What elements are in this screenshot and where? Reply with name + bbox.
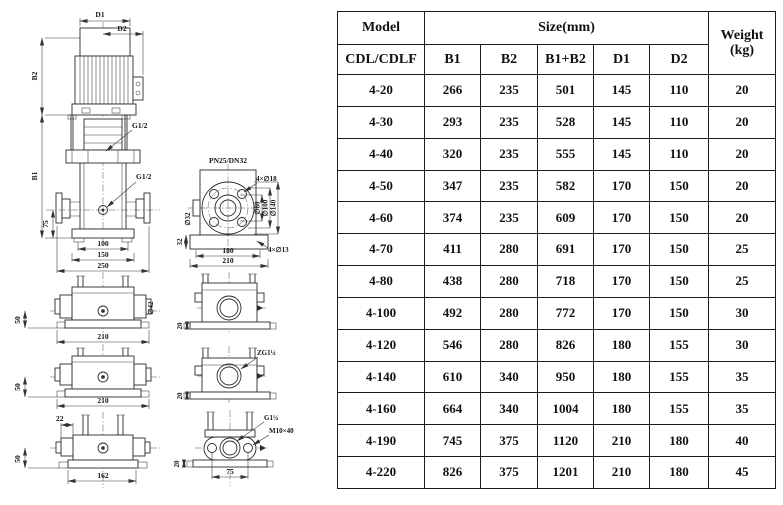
table-cell: 691 (538, 234, 594, 266)
d60-text: ∅60 (253, 201, 262, 215)
table-cell: 235 (481, 202, 538, 234)
table-cell: 374 (425, 202, 481, 234)
table-cell: 150 (650, 297, 709, 329)
dim-32 (176, 235, 186, 249)
table-cell: 20 (709, 138, 776, 170)
base2-50-text: 50 (13, 383, 22, 391)
table-cell: 20 (709, 75, 776, 107)
table-cell: 1201 (538, 457, 594, 489)
dimension-table (337, 11, 776, 489)
table-cell: 718 (538, 266, 594, 298)
col-header-b1: B1 (425, 45, 481, 75)
g12-side-text: G1/2 (136, 172, 152, 181)
table-cell: 30 (709, 297, 776, 329)
table-cell: 180 (594, 329, 650, 361)
table-cell: 501 (538, 75, 594, 107)
table-cell: 110 (650, 75, 709, 107)
motor-base (72, 104, 136, 115)
port-view-1 (176, 272, 276, 332)
table-cell: 4-190 (338, 425, 425, 457)
b1-text: B1 (30, 171, 39, 181)
table-cell: 772 (538, 297, 594, 329)
dim-210-base1 (57, 330, 149, 344)
table-cell: 145 (594, 75, 650, 107)
table-cell: 826 (425, 457, 481, 489)
dim-50-base3 (13, 448, 59, 468)
discharge-flange (126, 193, 150, 223)
base2-210-text: 210 (97, 396, 109, 405)
base-view-3 (13, 412, 160, 488)
table-cell: 25 (709, 234, 776, 266)
g12-top-text: G1/2 (132, 121, 148, 130)
table-cell: 210 (594, 457, 650, 489)
dim-162 (68, 470, 136, 484)
table-cell: 375 (481, 457, 538, 489)
flange-20-text: 20 (173, 460, 181, 468)
table-cell: 170 (594, 266, 650, 298)
base3-22-text: 22 (56, 414, 64, 423)
d100-text: ∅100 (261, 199, 270, 217)
terminal-box (133, 77, 143, 100)
table-cell: 110 (650, 106, 709, 138)
table-cell: 150 (650, 170, 709, 202)
table-cell: 170 (594, 202, 650, 234)
bolt13-text: 4×∅13 (268, 246, 289, 254)
port-view-2 (176, 346, 276, 404)
g114-text: G1¼ (264, 414, 279, 422)
table-cell: 4-30 (338, 106, 425, 138)
label-m10x40 (253, 427, 294, 445)
table-cell: 170 (594, 234, 650, 266)
table-cell: 582 (538, 170, 594, 202)
header-weight-line1: Weight (720, 27, 764, 43)
dim-210-top (190, 256, 268, 268)
table-cell: 266 (425, 75, 481, 107)
header-size: Size(mm) (425, 12, 709, 45)
header-model-sub: CDL/CDLF (338, 45, 425, 75)
table-row (338, 170, 776, 202)
table-cell: 664 (425, 393, 481, 425)
table-cell: 235 (481, 75, 538, 107)
table-row (338, 234, 776, 266)
base-view-1 (13, 272, 160, 344)
table-cell: 20 (709, 202, 776, 234)
w250-text: 250 (97, 261, 109, 270)
zg114-text: ZG1¼ (257, 349, 276, 357)
h75-text: 75 (41, 220, 50, 228)
table-cell: 235 (481, 170, 538, 202)
table-cell: 180 (650, 457, 709, 489)
table-cell: 1120 (538, 425, 594, 457)
table-cell: 492 (425, 297, 481, 329)
table-cell: 20 (709, 170, 776, 202)
table-cell: 555 (538, 138, 594, 170)
table-cell: 145 (594, 106, 650, 138)
table-cell: 45 (709, 457, 776, 489)
table-cell: 347 (425, 170, 481, 202)
flange-75-text: 75 (226, 467, 234, 476)
bolt18-text: 4×∅18 (256, 175, 277, 183)
table-cell: 170 (594, 297, 650, 329)
col-header-b2: B2 (481, 45, 538, 75)
n32-text: 32 (176, 238, 184, 246)
table-cell: 826 (538, 329, 594, 361)
d32-text: ∅32 (184, 212, 192, 226)
table-cell: 180 (594, 361, 650, 393)
coupling-section (68, 115, 130, 150)
table-cell: 438 (425, 266, 481, 298)
d140-text: ∅140 (269, 199, 278, 217)
dim-50-base1 (13, 311, 57, 328)
table-cell: 280 (481, 329, 538, 361)
port2-20-text: 20 (176, 392, 184, 400)
table-row (338, 106, 776, 138)
table-row (338, 202, 776, 234)
table-cell: 25 (709, 266, 776, 298)
w180-text: 180 (222, 246, 234, 255)
dim-210-base2 (57, 396, 149, 409)
w100-text: 100 (97, 239, 109, 248)
base1-d42-text: ∅42 (147, 301, 155, 315)
table-cell: 30 (709, 329, 776, 361)
table-cell: 155 (650, 361, 709, 393)
col-header-d1: D1 (594, 45, 650, 75)
dim-b1 (30, 115, 72, 238)
table-cell: 210 (594, 425, 650, 457)
pump-dimension-drawing (0, 0, 335, 500)
table-cell: 340 (481, 393, 538, 425)
base1-210-text: 210 (97, 332, 109, 341)
table-cell: 293 (425, 106, 481, 138)
base3-50-text: 50 (13, 455, 22, 463)
table-row (338, 266, 776, 298)
table-row (338, 138, 776, 170)
table-row (338, 75, 776, 107)
table-cell: 155 (650, 329, 709, 361)
table-cell: 150 (650, 266, 709, 298)
w150-text: 150 (97, 250, 109, 259)
table-cell: 745 (425, 425, 481, 457)
table-row (338, 457, 776, 489)
table-cell: 4-20 (338, 75, 425, 107)
table-cell: 4-120 (338, 329, 425, 361)
dim-75 (41, 210, 53, 238)
table-cell: 4-140 (338, 361, 425, 393)
table-cell: 546 (425, 329, 481, 361)
table-cell: 150 (650, 202, 709, 234)
table-row (338, 297, 776, 329)
table-cell: 375 (481, 425, 538, 457)
dim-20-flange (173, 460, 184, 468)
pump-base (72, 229, 134, 238)
table-cell: 609 (538, 202, 594, 234)
base-view-2 (13, 344, 160, 409)
dim-22 (56, 414, 73, 438)
table-cell: 35 (709, 361, 776, 393)
table-cell: 950 (538, 361, 594, 393)
col-header-d2: D2 (650, 45, 709, 75)
table-cell: 4-60 (338, 202, 425, 234)
table-cell: 280 (481, 266, 538, 298)
table-cell: 280 (481, 297, 538, 329)
table-cell: 180 (594, 393, 650, 425)
table-cell: 4-70 (338, 234, 425, 266)
table-cell: 340 (481, 361, 538, 393)
table-cell: 180 (650, 425, 709, 457)
table-cell: 20 (709, 106, 776, 138)
dim-b2 (30, 38, 80, 115)
table-cell: 1004 (538, 393, 594, 425)
table-row (338, 361, 776, 393)
base1-50-text: 50 (13, 316, 22, 324)
header-weight (709, 12, 776, 75)
oval-flange-view (173, 410, 294, 486)
table-cell: 145 (594, 138, 650, 170)
table-cell: 4-220 (338, 457, 425, 489)
base3-162-text: 162 (97, 471, 109, 480)
front-view (30, 10, 160, 273)
top-view (176, 156, 289, 268)
table-row (338, 425, 776, 457)
b2-text: B2 (30, 71, 39, 81)
d1-text: D1 (95, 10, 105, 19)
m10x40-text: M10×40 (269, 427, 294, 435)
d2-text: D2 (117, 24, 127, 33)
table-cell: 150 (650, 234, 709, 266)
dim-50-base2 (13, 377, 57, 397)
table-cell: 35 (709, 393, 776, 425)
table-cell: 110 (650, 138, 709, 170)
pn-rating-text: PN25/DN32 (209, 156, 247, 165)
suction-stub (193, 200, 200, 216)
w210-text: 210 (222, 256, 234, 265)
table-cell: 235 (481, 138, 538, 170)
port1-20-text: 20 (176, 322, 184, 330)
table-cell: 4-160 (338, 393, 425, 425)
table-cell: 411 (425, 234, 481, 266)
table-cell: 280 (481, 234, 538, 266)
table-cell: 528 (538, 106, 594, 138)
table-cell: 4-50 (338, 170, 425, 202)
header-weight-line2: (kg) (729, 43, 755, 58)
table-cell: 4-100 (338, 297, 425, 329)
col-header-b1b2: B1+B2 (538, 45, 594, 75)
table-cell: 4-40 (338, 138, 425, 170)
table-row (338, 393, 776, 425)
table-cell: 235 (481, 106, 538, 138)
table-cell: 320 (425, 138, 481, 170)
table-cell: 170 (594, 170, 650, 202)
table-cell: 610 (425, 361, 481, 393)
table-cell: 40 (709, 425, 776, 457)
header-model: Model (338, 12, 425, 45)
table-row (338, 329, 776, 361)
pump-head (66, 150, 140, 163)
table-cell: 155 (650, 393, 709, 425)
table-cell: 4-80 (338, 266, 425, 298)
suction-flange (56, 193, 80, 223)
